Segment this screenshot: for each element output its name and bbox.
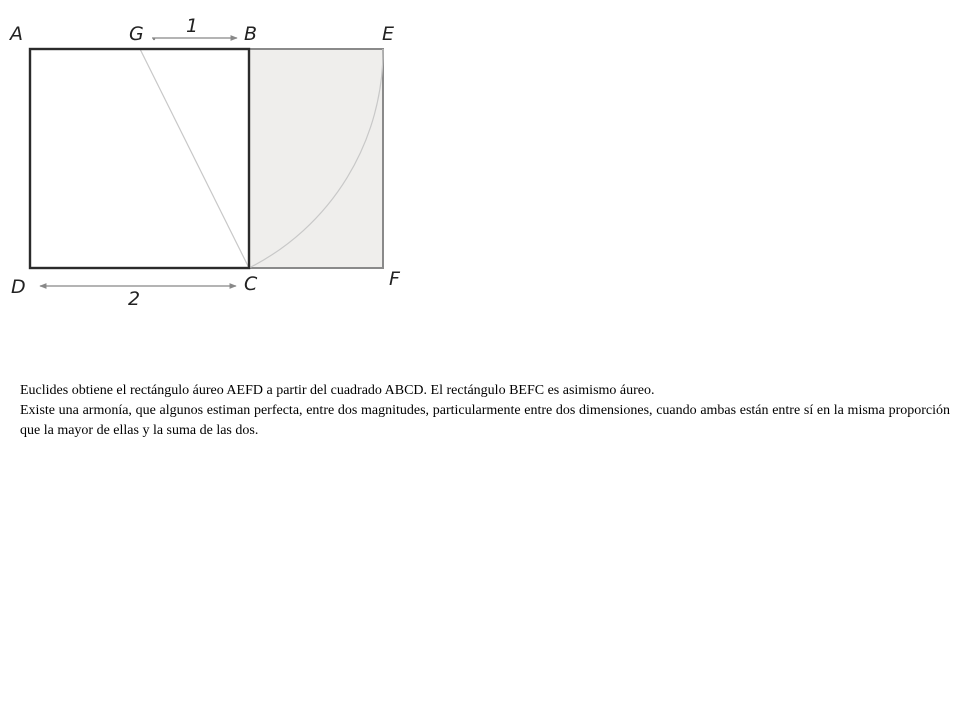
label-d: D bbox=[11, 276, 26, 298]
label-b: B bbox=[244, 23, 258, 45]
caption-line-1: Euclides obtiene el rectángulo áureo AEFD a partir del cuadrado ABCD. El rectángulo BEFC es asimismo áureo. bbox=[20, 383, 655, 398]
dimension-label-top: 1 bbox=[186, 15, 199, 37]
label-g: G bbox=[129, 23, 144, 45]
label-c: C bbox=[244, 273, 258, 295]
dimension-arrow-top-tail bbox=[153, 38, 155, 40]
caption bbox=[20, 381, 950, 441]
rectangle-befc bbox=[249, 49, 383, 268]
dimension-label-bottom: 2 bbox=[128, 288, 141, 310]
square-abcd bbox=[30, 49, 249, 268]
label-e: E bbox=[382, 23, 395, 45]
caption-line-2: Existe una armonía, que algunos estiman perfecta, entre dos magnitudes, particularmente entre dos dimensiones, cuando ambas están entre sí en la misma proporción que la mayor de ellas y la suma de las dos. bbox=[20, 403, 950, 438]
label-f: F bbox=[389, 268, 400, 290]
construction-line-gc bbox=[140, 49, 249, 268]
golden-rectangle-diagram bbox=[0, 0, 420, 320]
label-a: A bbox=[10, 23, 23, 45]
